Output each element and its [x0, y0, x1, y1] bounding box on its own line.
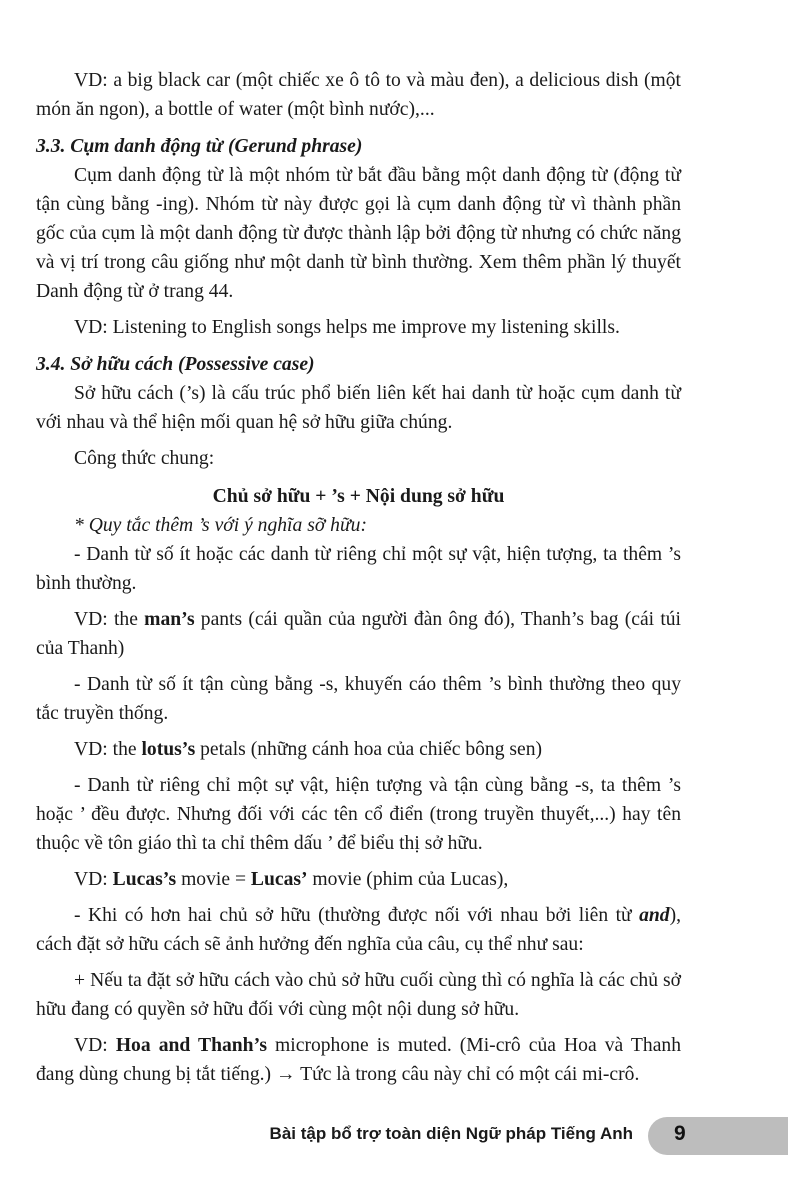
page-number-tab — [648, 1117, 788, 1155]
rule-4-example: VD: Hoa and Thanh’s microphone is muted. (Mi-crô của Hoa và Thanh đang dùng chung bị tắt tiếng.) → Tức là trong câu này chỉ có một cái mi-crô. — [36, 1035, 681, 1085]
gerund-example: VD: Listening to English songs helps me improve my listening skills. — [74, 317, 620, 338]
example-paragraph-1: VD: a big black car (một chiếc xe ô tô to và màu đen), a delicious dish (một món ăn ngon), a bottle of water (một bình nước),... — [36, 70, 681, 120]
gerund-phrase-paragraph: Cụm danh động từ là một nhóm từ bắt đầu bằng một danh động từ (động từ tận cùng bằng -ing). Nhóm từ này được gọi là cụm danh động từ vì thành phần gốc của cụm là một danh động từ được thành lập bởi động từ nhưng có chức năng và vị trí trong câu giống như một danh từ bình thường. Xem thêm phần lý thuyết Danh động từ ở trang 44. — [36, 165, 681, 302]
rule-title: * Quy tắc thêm ’s với ý nghĩa sỡ hữu: — [74, 515, 367, 536]
rule-3-paragraph: - Danh từ riêng chỉ một sự vật, hiện tượng và tận cùng bằng -s, ta thêm ’s hoặc ’ đều được. Nhưng đối với các tên cổ điển (trong truyền thuyết,...) hay tên thuộc về tôn giáo thì ta chỉ thêm dấu ’ để biểu thị sở hữu. — [36, 775, 681, 854]
page-number: 9 — [674, 1122, 686, 1145]
possessive-intro-paragraph: Sở hữu cách (’s) là cấu trúc phổ biến liên kết hai danh từ hoặc cụm danh từ với nhau và thể hiện mối quan hệ sở hữu giữa chúng. — [36, 383, 681, 433]
rule-1-example: VD: the man’s pants (cái quần của người đàn ông đó), Thanh’s bag (cái túi của Thanh) — [36, 609, 681, 659]
rule-4-detail: + Nếu ta đặt sở hữu cách vào chủ sở hữu cuối cùng thì có nghĩa là các chủ sở hữu đang có quyền sở hữu đối với cùng một nội dung sở hữu. — [36, 970, 681, 1020]
book-title: Bài tập bổ trợ toàn diện Ngữ pháp Tiếng Anh — [269, 1124, 633, 1143]
rule-3-example: VD: Lucas’s movie = Lucas’ movie (phim của Lucas), — [74, 869, 509, 890]
page-body — [36, 66, 681, 1089]
section-heading-3-4: 3.4. Sở hữu cách (Possessive case) — [36, 354, 315, 375]
rule-2-example: VD: the lotus’s petals (những cánh hoa của chiếc bông sen) — [74, 739, 543, 760]
formula: Chủ sở hữu + ’s + Nội dung sở hữu — [212, 486, 505, 507]
section-heading-3-3: 3.3. Cụm danh động từ (Gerund phrase) — [36, 136, 363, 157]
rule-2-paragraph: - Danh từ số ít tận cùng bằng -s, khuyến cáo thêm ’s bình thường theo quy tắc truyền thống. — [36, 674, 681, 724]
formula-label: Công thức chung: — [74, 448, 215, 469]
rule-1-paragraph: - Danh từ số ít hoặc các danh từ riêng chỉ một sự vật, hiện tượng, ta thêm ’s bình thường. — [36, 544, 681, 594]
rule-4-paragraph: - Khi có hơn hai chủ sở hữu (thường được nối với nhau bởi liên từ and), cách đặt sở hữu cách sẽ ảnh hưởng đến nghĩa của câu, cụ thể như sau: — [36, 905, 681, 955]
page-footer — [0, 1114, 788, 1160]
